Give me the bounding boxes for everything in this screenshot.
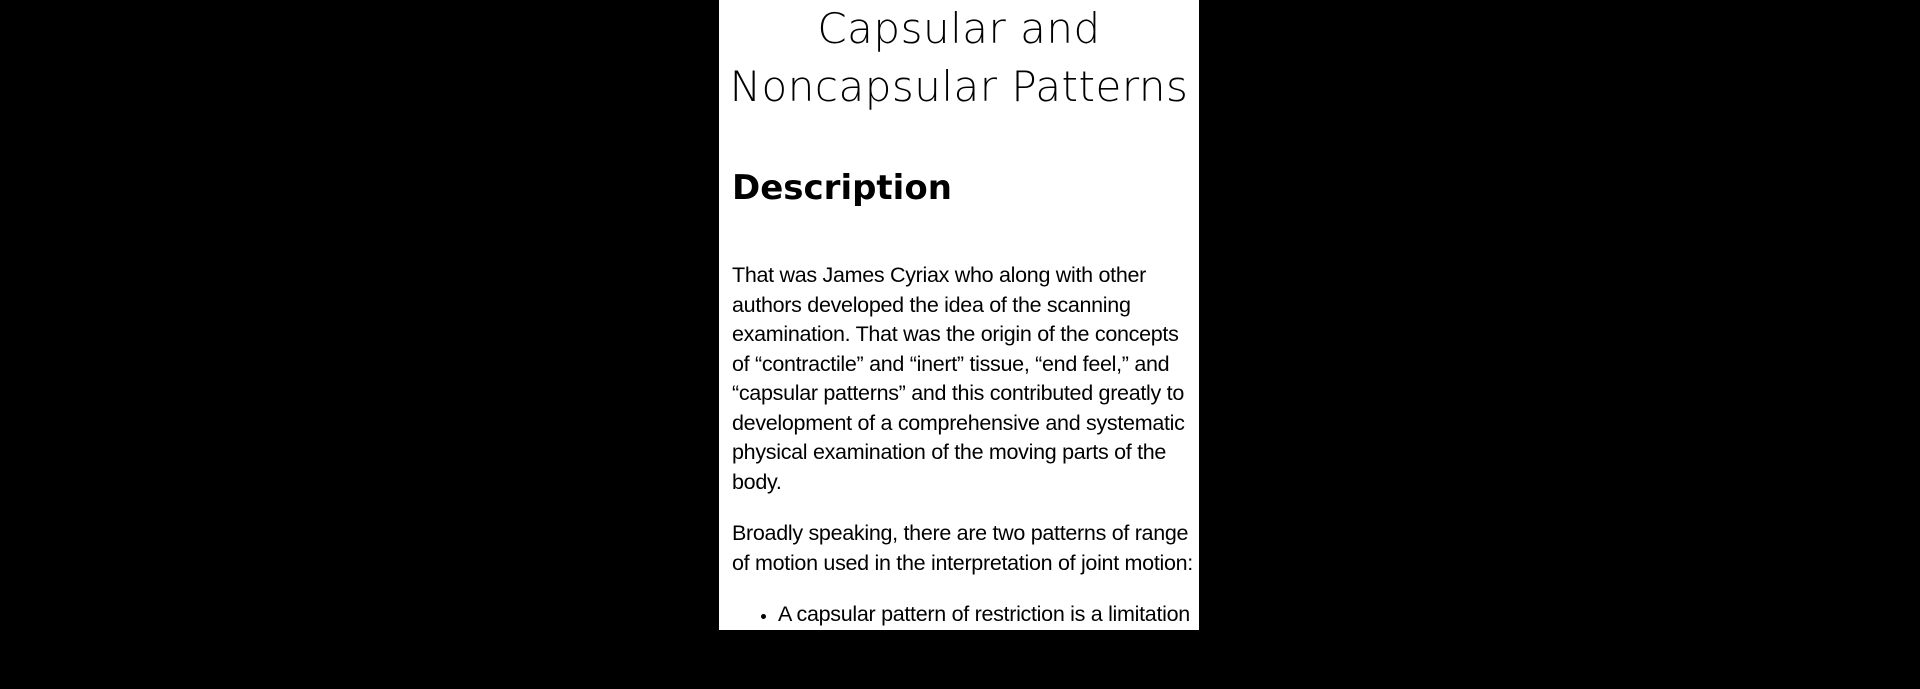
page-title [719, 0, 1199, 116]
paragraph-2: Broadly speaking, there are two patterns of range of motion used in the interpretation of joint motion: [732, 521, 1193, 575]
page-title-line-1: Capsular and [817, 4, 1101, 53]
paragraph-1: That was James Cyriax who along with other authors developed the idea of the scanning examination. That was the origin of the concepts of “contractile” and “inert” tissue, “end feel,” and “capsular patterns” and this contributed greatly to development of a comprehensive and systematic physical examination of the moving parts of the body. [732, 263, 1185, 494]
article-body [732, 261, 1194, 689]
page-title-line-2: Noncapsular Patterns [729, 62, 1189, 111]
article-page[interactable] [719, 0, 1199, 685]
list-item-capsular: • A capsular pattern of restriction is a limitation of pain and movement in a joint specific ratio, [778, 600, 1194, 689]
patterns-list [732, 600, 1194, 689]
section-heading-description: Description [732, 168, 952, 208]
